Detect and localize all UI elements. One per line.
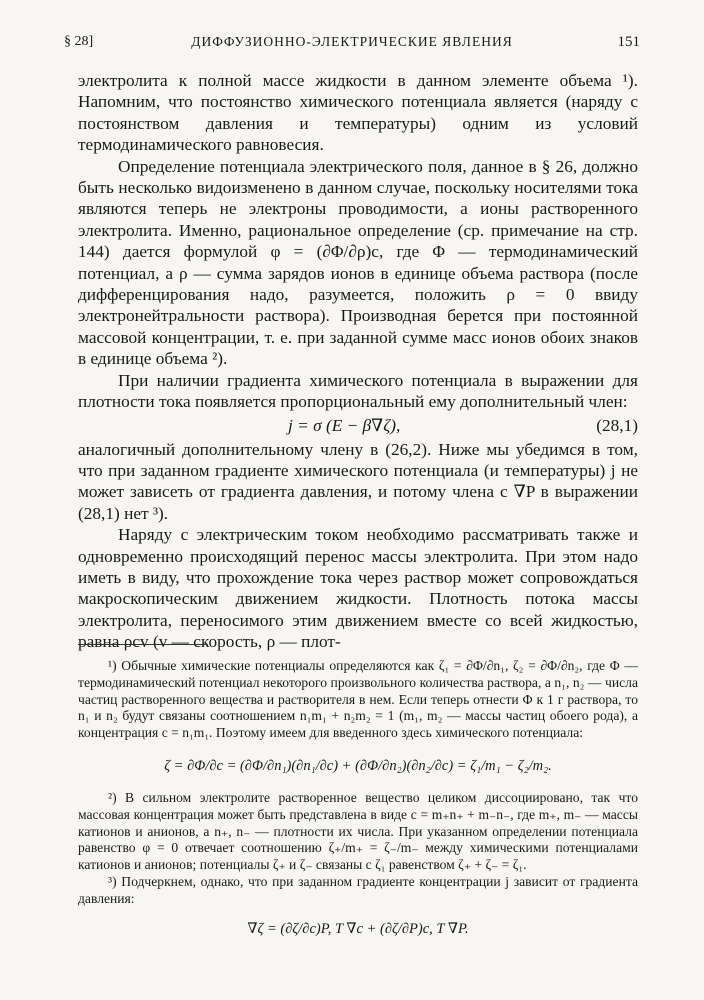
paragraph-4: аналогичный дополнительному члену в (26,2). Ниже мы убедимся в том, что при заданном градиенте химического потенциала (и температуры) j не может зависеть от градиента давления, и потому члена с ∇P в выражении (28,1) нет ³). (78, 439, 638, 523)
running-header (64, 34, 640, 56)
paragraph-3: При наличии градиента химического потенциала в выражении для плотности тока появляется пропорциональный ему дополнительный член: (78, 370, 638, 412)
running-title: ДИФФУЗИОННО-ЭЛЕКТРИЧЕСКИЕ ЯВЛЕНИЯ (191, 34, 513, 49)
paragraph-5: Наряду с электрическим током необходимо рассматривать также и одновременно происходящий перенос массы электролита. При этом надо иметь в виду, что прохождение тока через раствор может сопровождаться макроскопическим движением жидкости. Плотность потока массы электролита, переносимого этим движением вместе со всей жидкостью, равна ρcv (v — скорость, ρ — плот- (78, 525, 638, 652)
equation-formula: j = σ (E − β∇ζ), (288, 415, 401, 435)
footnote-2: ²) В сильном электролите растворенное вещество целиком диссоциировано, так что массовая концентрация может быть представлена в виде c = m₊n₊ + m₋n₋, где m₊, m₋ — массы катионов и анионов, а n₊, n₋ — плотности их числа. При указанном определении потенциала равенство φ = 0 отвечает соотношению ζ₊/m₊ = ζ₋/m₋ между химическими потенциалами катионов и анионов; потенциалы ζ₊ и ζ₋ связаны с ζ₁ равенством ζ₊ + ζ₋ = ζ₁. (78, 789, 638, 873)
paragraph-1: электролита к полной массе жидкости в данном элементе объема ¹). Напомним, что постоянство химического потенциала является (наряду с постоянством давления и температуры) одним из условий термодинамического равновесия. (78, 71, 638, 155)
footnote-3: ³) Подчеркнем, однако, что при заданном градиенте концентрации j зависит от градиента давления: (78, 873, 638, 906)
footnote-3-equation: ∇ζ = (∂ζ/∂c)P, T ∇c + (∂ζ/∂P)c, T ∇P. (247, 920, 469, 937)
paragraph-2: Определение потенциала электрического поля, данное в § 26, должно быть несколько видоизменено в данном случае, поскольку носителями тока являются теперь не электроны проводимости, а ионы растворенного электролита. Именно, рациональное определение (ср. примечание на стр. 144) дается формулой φ = (∂Φ/∂ρ)c, где Φ — термодинамический потенциал, а ρ — сумма зарядов ионов в единице объема раствора (после дифференцирования надо, разумеется, положить ρ = 0 ввиду электронейтральности раствора). Производная берется при постоянной массовой концентрации, т. е. при заданной сумме масс ионов обоих знаков в единице объема ²). (78, 156, 638, 369)
main-text (78, 70, 638, 653)
footnote-1: ¹) Обычные химические потенциалы определяются как ζ₁ = ∂Φ/∂n₁, ζ₂ = ∂Φ/∂n₂, где Φ — термодинамический потенциал некоторого произвольного количества раствора, а n₁, n₂ — числа частиц растворенного вещества и растворителя в нем. Если теперь отнести Φ к 1 г раствора, то n₁ и n₂ будут связаны соотношением n₁m₁ + n₂m₂ = 1 (m₁, m₂ — массы частиц обоего рода), а концентрация c = n₁m₁. Поэтому имеем для введенного здесь химического потенциала: (78, 658, 638, 741)
page-number: 151 (617, 34, 640, 50)
footnote-1-equation: ζ = ∂Φ/∂c = (∂Φ/∂n₁)(∂n₁/∂c) + (∂Φ/∂n₂)(∂n₂/∂c) = ζ₁/m₁ − ζ₂/m₂. (164, 757, 552, 774)
footnote-separator (78, 644, 208, 645)
equation-number: (28,1) (596, 415, 638, 435)
footnotes (78, 658, 638, 946)
section-marker: § 28] (64, 34, 94, 49)
equation-28-1 (78, 415, 638, 439)
